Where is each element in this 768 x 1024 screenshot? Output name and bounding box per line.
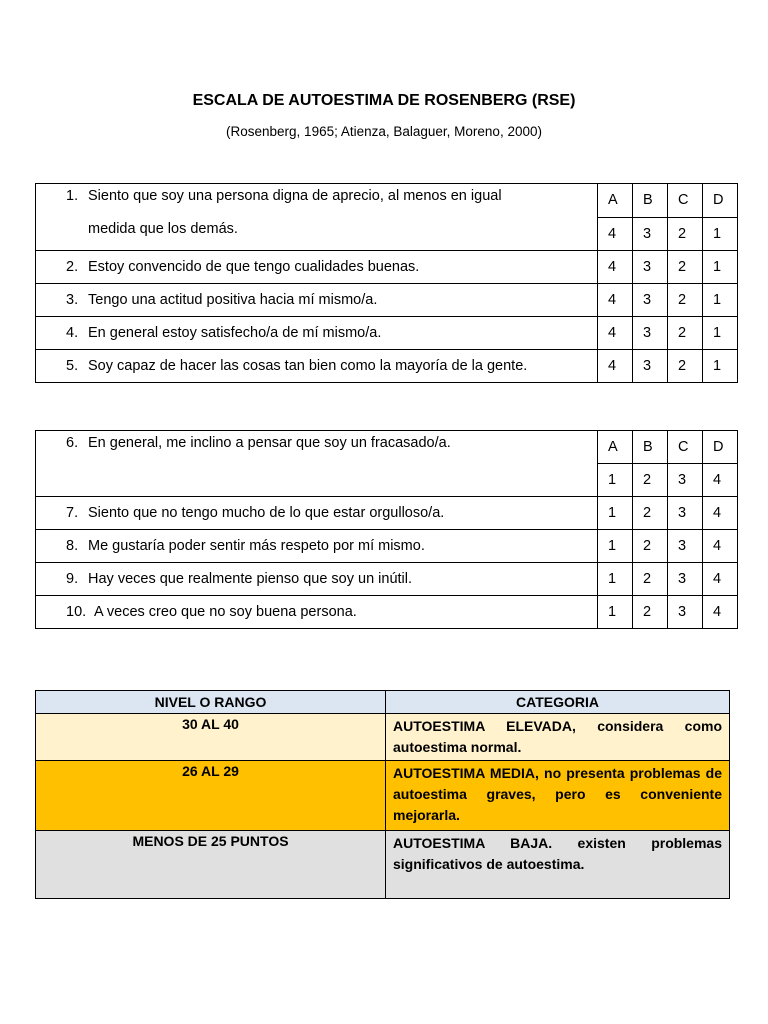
table-row — [36, 530, 738, 563]
item-text: Estoy convencido de que tengo cualidades buenas. — [88, 259, 420, 275]
score-cell: 3 — [633, 284, 668, 317]
score-cell: 2 — [633, 497, 668, 530]
score-cell: 2 — [633, 563, 668, 596]
table-header-row — [36, 691, 730, 714]
item-cell — [36, 317, 598, 350]
item-cell — [36, 431, 598, 497]
score-cell: 4 — [703, 596, 738, 629]
score-cell: 4 — [703, 497, 738, 530]
score-cell: 1 — [598, 530, 633, 563]
score-cell: 1 — [703, 350, 738, 383]
document-title: ESCALA DE AUTOESTIMA DE ROSENBERG (RSE) — [192, 92, 576, 109]
item-cell — [36, 184, 598, 251]
score-cell: 1 — [703, 317, 738, 350]
item-cell — [36, 497, 598, 530]
item-number: 3. — [66, 292, 79, 308]
score-cell: 1 — [598, 497, 633, 530]
score-cell: 3 — [633, 251, 668, 284]
table-row — [36, 350, 738, 383]
table-row — [36, 184, 738, 218]
item-text: En general, me inclino a pensar que soy un fracasado/a. — [88, 435, 451, 451]
column-header-level: NIVEL O RANGO — [36, 691, 386, 714]
option-letter: B — [633, 431, 668, 464]
score-cell: 1 — [598, 596, 633, 629]
option-letter: B — [633, 184, 668, 218]
item-number: 1. — [66, 188, 79, 204]
item-number: 9. — [66, 571, 79, 587]
item-cell — [36, 284, 598, 317]
level-category: AUTOESTIMA MEDIA, no presenta problemas de autoestima graves, pero es conveniente mejorarla. — [386, 761, 730, 831]
score-cell: 2 — [668, 350, 703, 383]
item-cell — [36, 596, 598, 629]
score-cell: 2 — [668, 317, 703, 350]
option-letter: D — [703, 184, 738, 218]
score-cell: 2 — [668, 284, 703, 317]
score-cell: 2 — [668, 251, 703, 284]
score-cell: 3 — [668, 596, 703, 629]
score-cell: 2 — [633, 464, 668, 497]
option-letter: C — [668, 431, 703, 464]
table-row — [36, 761, 730, 831]
item-text: Me gustaría poder sentir más respeto por mí mismo. — [88, 538, 425, 554]
score-cell: 4 — [598, 251, 633, 284]
item-text: A veces creo que no soy buena persona. — [94, 604, 357, 620]
score-cell: 4 — [598, 350, 633, 383]
score-cell: 1 — [703, 284, 738, 317]
level-category: AUTOESTIMA ELEVADA, considera como autoestima normal. — [386, 714, 730, 761]
item-number: 2. — [66, 259, 79, 275]
score-cell: 3 — [668, 530, 703, 563]
item-cell — [36, 530, 598, 563]
item-text: Soy capaz de hacer las cosas tan bien como la mayoría de la gente. — [88, 358, 528, 374]
score-cell: 4 — [703, 530, 738, 563]
option-letter: A — [598, 431, 633, 464]
table-row — [36, 431, 738, 464]
item-cell — [36, 350, 598, 383]
table-row — [36, 497, 738, 530]
score-cell: 3 — [668, 497, 703, 530]
table-row — [36, 251, 738, 284]
score-cell: 3 — [633, 350, 668, 383]
level-range: 26 AL 29 — [36, 761, 386, 831]
score-cell: 1 — [598, 563, 633, 596]
item-cell — [36, 251, 598, 284]
score-cell: 4 — [598, 284, 633, 317]
score-cell: 1 — [703, 251, 738, 284]
score-cell: 2 — [668, 217, 703, 251]
option-letter: C — [668, 184, 703, 218]
item-cell — [36, 563, 598, 596]
item-number: 6. — [66, 435, 79, 451]
item-text-continued: medida que los demás. — [88, 221, 238, 237]
item-number: 4. — [66, 325, 79, 341]
positive-items-table — [35, 183, 738, 383]
negative-items-table — [35, 430, 738, 629]
document-citation: (Rosenberg, 1965; Atienza, Balaguer, Moreno, 2000) — [226, 124, 542, 139]
item-text: Hay veces que realmente pienso que soy un inútil. — [88, 571, 413, 587]
score-cell: 3 — [633, 317, 668, 350]
score-cell: 3 — [668, 464, 703, 497]
item-text: Siento que no tengo mucho de lo que estar orgulloso/a. — [88, 505, 445, 521]
score-cell: 4 — [598, 217, 633, 251]
item-text: Tengo una actitud positiva hacia mí mismo/a. — [88, 292, 378, 308]
score-cell: 2 — [633, 596, 668, 629]
score-cell: 4 — [703, 563, 738, 596]
option-letter: A — [598, 184, 633, 218]
score-cell: 4 — [703, 464, 738, 497]
item-number: 7. — [66, 505, 79, 521]
item-text: Siento que soy una persona digna de aprecio, al menos en igual — [88, 188, 502, 204]
score-cell: 3 — [633, 217, 668, 251]
table-row — [36, 596, 738, 629]
table-row — [36, 317, 738, 350]
table-row — [36, 831, 730, 899]
item-text: En general estoy satisfecho/a de mí mismo/a. — [88, 325, 382, 341]
level-range: MENOS DE 25 PUNTOS — [36, 831, 386, 899]
level-category: AUTOESTIMA BAJA. existen problemas significativos de autoestima. — [386, 831, 730, 899]
column-header-category: CATEGORIA — [386, 691, 730, 714]
score-cell: 3 — [668, 563, 703, 596]
score-cell: 2 — [633, 530, 668, 563]
item-number: 8. — [66, 538, 79, 554]
score-cell: 4 — [598, 317, 633, 350]
table-row — [36, 714, 730, 761]
option-letter: D — [703, 431, 738, 464]
score-cell: 1 — [703, 217, 738, 251]
item-number: 10. — [66, 604, 87, 620]
table-row — [36, 284, 738, 317]
level-range: 30 AL 40 — [36, 714, 386, 761]
item-number: 5. — [66, 358, 79, 374]
table-row — [36, 563, 738, 596]
score-cell: 1 — [598, 464, 633, 497]
levels-table — [35, 690, 730, 899]
